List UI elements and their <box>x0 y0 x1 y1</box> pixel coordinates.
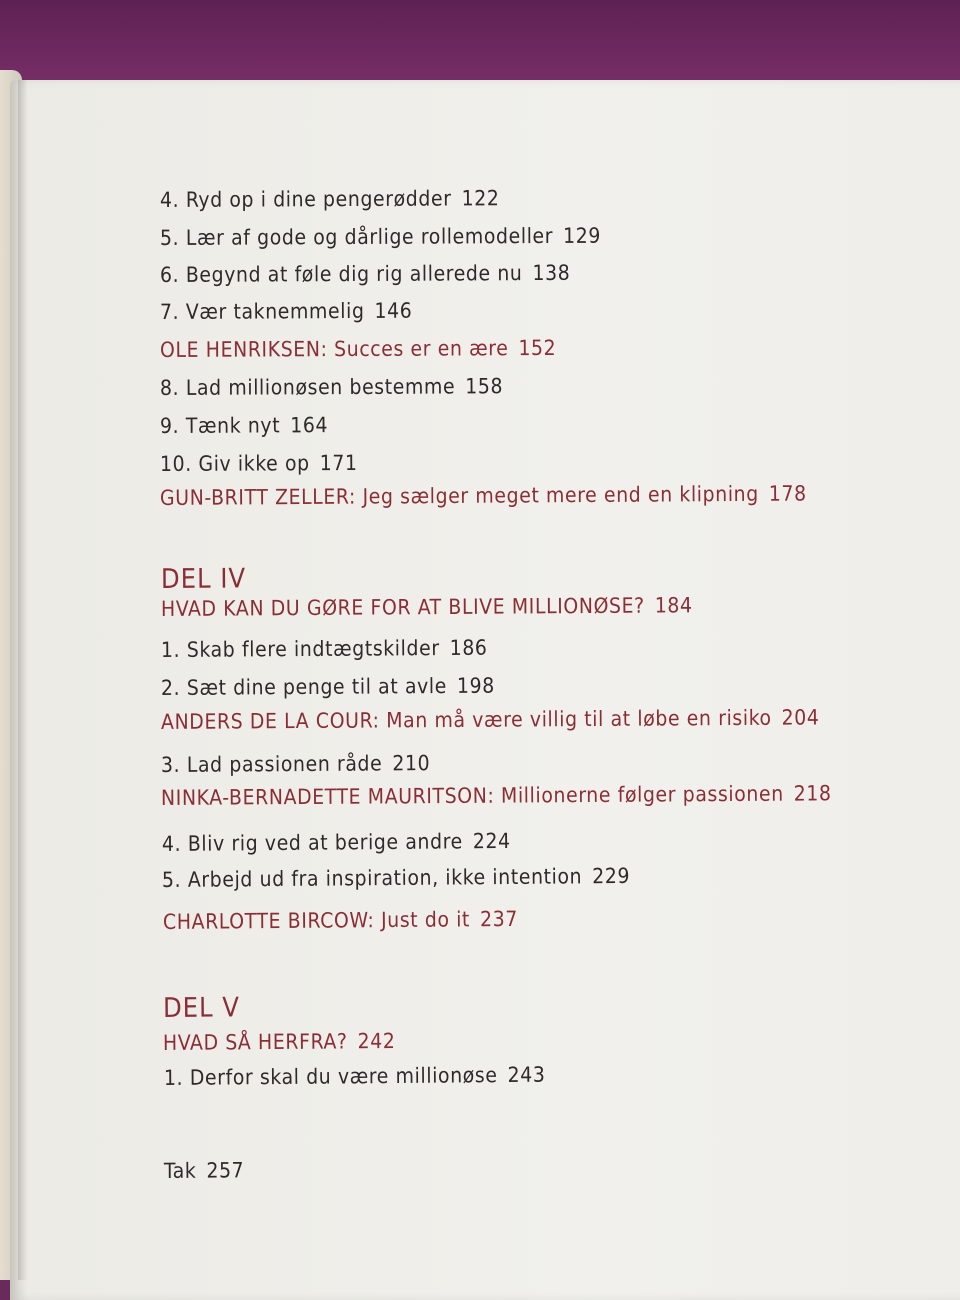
toc-entry-page: 122 <box>461 186 500 211</box>
toc-entry-page: 237 <box>479 906 518 932</box>
toc-entry <box>162 864 630 892</box>
toc-section-heading <box>163 1029 396 1055</box>
toc-entry <box>161 674 495 700</box>
toc-entry-page: 152 <box>518 335 557 361</box>
toc-entry-page: 138 <box>532 260 571 286</box>
toc-entry-title: 5. Lær af gode og dårlige rollemodeller <box>159 223 554 250</box>
toc-entry-title: 1. Derfor skal du være millionøse <box>163 1063 498 1090</box>
toc-interview-entry <box>160 336 556 362</box>
toc-entry-page: 204 <box>781 705 820 730</box>
toc-entry-title: 4. Ryd op i dine pengerødder <box>159 186 452 212</box>
toc-entry-title: DEL V <box>162 992 241 1024</box>
toc-entry-title: ANDERS DE LA COUR: Man må være villig til at løbe en risiko <box>160 705 772 734</box>
toc-entry-title: OLE HENRIKSEN: Succes er en ære <box>159 336 509 362</box>
toc-entry-title: 10. Giv ikke op <box>159 451 310 476</box>
toc-entry-title: HVAD KAN DU GØRE FOR AT BLIVE MILLIONØSE? <box>160 593 645 621</box>
toc-entry-title: 2. Sæt dine penge til at avle <box>160 674 448 700</box>
toc-entry <box>164 1158 244 1183</box>
toc-part-heading <box>163 992 240 1024</box>
toc-interview-entry <box>161 705 820 734</box>
toc-entry-title: 6. Begynd at føle dig rig allerede nu <box>159 261 523 287</box>
toc-entry <box>160 299 412 324</box>
toc-entry <box>160 374 503 400</box>
toc-entry-page: 229 <box>592 863 631 889</box>
toc-entry <box>160 413 328 438</box>
toc-entry-title: 7. Vær taknemmelig <box>159 298 365 324</box>
toc-entry <box>160 451 358 476</box>
toc-entry-page: 210 <box>392 751 431 776</box>
toc-entry-title: CHARLOTTE BIRCOW: Just do it <box>162 907 471 934</box>
toc-section-heading <box>161 593 693 621</box>
toc-entry-page: 243 <box>507 1062 546 1088</box>
toc-entry-page: 178 <box>768 481 807 506</box>
toc-entry <box>161 636 488 662</box>
toc-entry-title: 9. Tænk nyt <box>159 413 281 438</box>
toc-entry-page: 198 <box>456 673 495 698</box>
toc-entry-page: 164 <box>290 413 329 438</box>
toc-interview-entry <box>161 781 832 810</box>
toc-entry-page: 129 <box>563 223 602 248</box>
toc-entry-page: 224 <box>472 828 511 854</box>
toc-entry-title: HVAD SÅ HERFRA? <box>162 1029 348 1055</box>
toc-entry-page: 171 <box>319 450 358 476</box>
toc-interview-entry <box>160 481 807 510</box>
toc-entry-title: 8. Lad millionøsen bestemme <box>159 374 456 400</box>
toc-entry-page: 257 <box>206 1158 245 1183</box>
toc-entry-page: 184 <box>654 593 693 618</box>
toc-entry-title: Tak <box>163 1158 197 1183</box>
toc-entry-page: 186 <box>449 635 488 660</box>
toc-entry <box>160 224 601 250</box>
toc-entry-page: 146 <box>374 298 413 323</box>
toc-interview-entry <box>163 907 518 934</box>
toc-entry <box>162 829 511 856</box>
toc-entry <box>160 261 570 287</box>
toc-entry-title: 3. Lad passionen råde <box>160 751 383 777</box>
toc-entry-page: 242 <box>357 1028 396 1054</box>
toc-entry-page: 218 <box>793 781 832 806</box>
toc-entry-title: 5. Arbejd ud fra inspiration, ikke intention <box>161 864 583 892</box>
toc-entry <box>161 751 430 777</box>
toc-part-heading <box>161 563 246 595</box>
toc-entry-title: GUN-BRITT ZELLER: Jeg sælger meget mere end en klipning <box>159 481 759 510</box>
toc-entry <box>160 186 500 212</box>
toc-entry <box>164 1063 546 1090</box>
toc-entry-title: 4. Bliv rig ved at berige andre <box>161 829 463 856</box>
toc-entry-title: DEL IV <box>160 563 247 595</box>
toc-entry-page: 158 <box>465 374 504 399</box>
toc-entry-title: NINKA-BERNADETTE MAURITSON: Millionerne følger passionen <box>160 781 784 810</box>
toc-entry-title: 1. Skab flere indtægtskilder <box>160 636 440 662</box>
